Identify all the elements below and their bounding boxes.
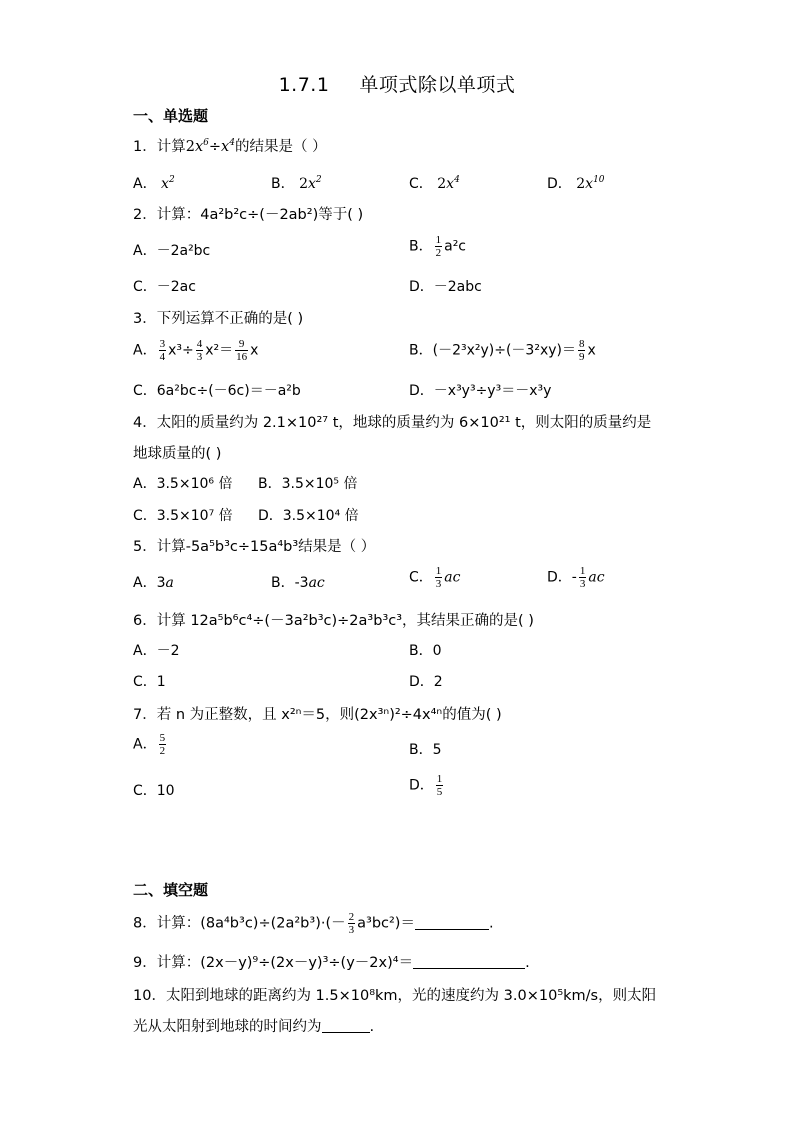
q2-option-d: D．－2abc — [409, 279, 482, 295]
title-text: 单项式除以单项式 — [359, 74, 516, 96]
q4-stem-line2: 地球质量的( ) — [133, 446, 222, 462]
q1-option-a: A． $x^2$ — [133, 175, 175, 192]
q5-stem: 5．计算-5a⁵b³c÷15a⁴b³结果是（ ） — [133, 539, 376, 555]
section-single-choice: 一、单选题 — [133, 107, 209, 125]
q2-stem: 2．计算：4a²b²c÷(－2ab²)等于( ) — [133, 207, 364, 223]
q3-option-a: A． $\frac{3}{4}$ x³÷ $\frac{4}{3}$ x²＝ $\frac{9}{16}$ x — [133, 338, 259, 363]
q2-option-c: C．－2ac — [133, 279, 196, 295]
q5-option-b: B．-3ac — [271, 575, 325, 591]
q4-stem-line1: 4．太阳的质量约为 2.1×10²⁷ t，地球的质量约为 6×10²¹ t，则太阳的质量约是 — [133, 415, 652, 431]
q8-stem: 8．计算：(8a⁴b³c)÷(2a²b³)·(－ $\frac{2}{3}$ a³bc²)＝ . — [133, 911, 494, 936]
q6-option-a: A．－2 — [133, 643, 180, 659]
title-number: 1.7.1 — [278, 74, 330, 96]
q1-option-c: C． $2x^4$ — [409, 175, 460, 192]
q9-stem: 9．计算：(2x－y)⁹÷(2x－y)³÷(y－2x)⁴＝ . — [133, 955, 530, 971]
q7-option-a: A． $\frac{5}{2}$ — [133, 732, 166, 757]
q5-option-a: A．3a — [133, 575, 174, 591]
q10-answer-blank[interactable] — [322, 1018, 370, 1033]
q7-option-d: D． $\frac{1}{5}$ — [409, 773, 443, 798]
q3-stem: 3．下列运算不正确的是( ) — [133, 311, 304, 327]
q4-option-b: B．3.5×10⁵ 倍 — [258, 476, 358, 492]
q6-option-d: D．2 — [409, 674, 443, 690]
q10-stem-line2: 光从太阳射到地球的时间约为 . — [133, 1019, 375, 1035]
q7-option-c: C．10 — [133, 783, 175, 799]
q8-answer-blank[interactable] — [415, 915, 489, 930]
q3-option-d: D．－x³y³÷y³＝－x³y — [409, 383, 552, 399]
q5-option-c: C． $\frac{1}{3}$ ac — [409, 565, 461, 590]
page-title — [0, 70, 794, 97]
q7-option-b: B．5 — [409, 742, 442, 758]
q4-option-a: A．3.5×10⁶ 倍 — [133, 476, 233, 492]
q2-option-b: B． $\frac{1}{2}$ a²c — [409, 234, 466, 259]
q4-option-d: D．3.5×10⁴ 倍 — [258, 508, 359, 524]
q2-option-a: A．－2a²bc — [133, 243, 211, 259]
q10-stem-line1: 10．太阳到地球的距离约为 1.5×10⁸km，光的速度约为 3.0×10⁵km/s，则太阳 — [133, 988, 657, 1004]
q9-answer-blank[interactable] — [413, 954, 525, 969]
q4-option-c: C．3.5×10⁷ 倍 — [133, 508, 233, 524]
q1-option-b: B． $2x^2$ — [271, 175, 322, 192]
q5-option-d: D．- $\frac{1}{3}$ ac — [547, 565, 605, 590]
q6-option-b: B．0 — [409, 643, 442, 659]
q7-stem: 7．若 n 为正整数，且 x²ⁿ＝5，则(2x³ⁿ)²÷4x⁴ⁿ的值为( ) — [133, 707, 502, 723]
q1-option-d: D． $2x^{10}$ — [547, 175, 605, 192]
section-fill-blank: 二、填空题 — [133, 881, 209, 899]
q6-option-c: C．1 — [133, 674, 166, 690]
q6-stem: 6．计算 12a⁵b⁶c⁴÷(－3a²b³c)÷2a³b³c³，其结果正确的是( ) — [133, 613, 534, 629]
q1-stem: 1．计算$2x^6\div x^4$的结果是（ ） — [133, 138, 327, 155]
q3-option-c: C．6a²bc÷(－6c)＝－a²b — [133, 383, 301, 399]
q3-option-b: B．(－2³x²y)÷(－3²xy)＝ $\frac{8}{9}$ x — [409, 338, 596, 363]
